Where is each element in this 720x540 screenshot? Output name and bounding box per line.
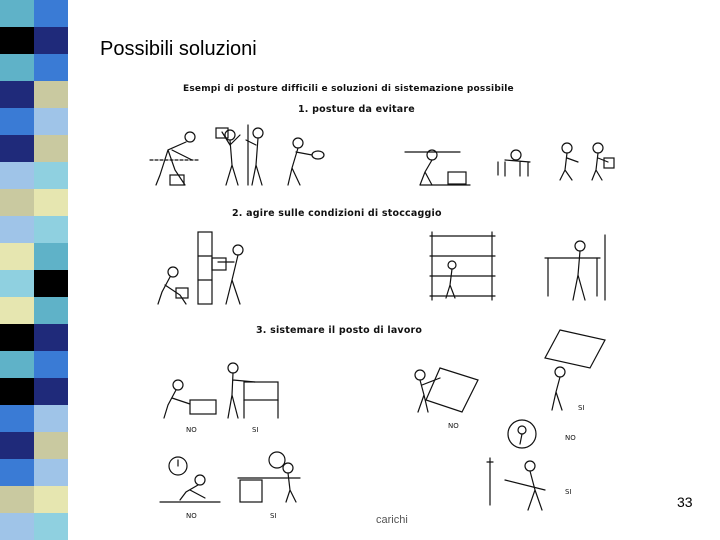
workstation-seated-figure <box>487 420 545 510</box>
label-si-3: SI <box>270 512 277 520</box>
section-3-heading: 3. sistemare il posto di lavoro <box>256 325 423 336</box>
label-no-3: NO <box>565 434 576 442</box>
worker-bending-figure <box>150 132 200 185</box>
worker-lifting-figure <box>288 138 324 185</box>
storage-rack-figure <box>430 232 495 300</box>
label-no-1: NO <box>186 426 197 434</box>
label-si-2: SI <box>578 404 585 412</box>
storage-shelf-figure <box>158 232 243 304</box>
label-no-4: NO <box>186 512 197 520</box>
worker-shelf-figure <box>405 150 470 185</box>
worker-cart-figure <box>498 143 614 180</box>
label-no-2: NO <box>448 422 459 430</box>
footer-text: carichi <box>376 514 408 526</box>
workstation-desk-figure <box>160 452 300 502</box>
figure-heading: Esempi di posture difficili e soluzioni di sistemazione possibile <box>183 84 514 94</box>
workstation-lift-figure <box>164 363 278 418</box>
section-2-heading: 2. agire sulle condizioni di stoccaggio <box>232 208 442 219</box>
workstation-board-figure <box>415 330 605 412</box>
label-si-4: SI <box>565 488 572 496</box>
page-number: 33 <box>677 494 693 510</box>
slide-title: Possibili soluzioni <box>100 38 257 60</box>
worker-reaching-figure <box>216 125 263 185</box>
section-1-heading: 1. posture da evitare <box>298 104 415 115</box>
storage-table-figure <box>545 235 605 300</box>
label-si-1: SI <box>252 426 259 434</box>
